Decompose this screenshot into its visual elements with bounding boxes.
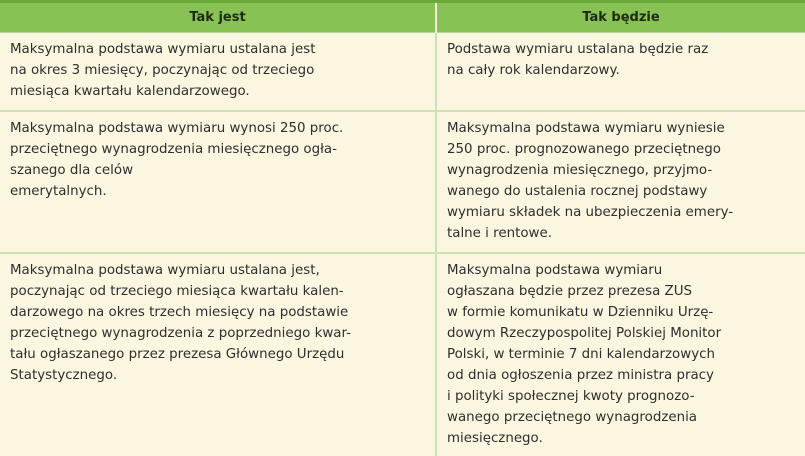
cell-text-line: dowym Rzeczypospolitej Polskiej Monitor xyxy=(447,326,722,341)
table-row xyxy=(0,111,805,253)
cell-text-line: wanego przeciętnego wynagrodzenia xyxy=(447,410,698,425)
cell-text-line: Maksymalna podstawa wymiaru xyxy=(447,263,663,278)
cell-text-line: wanego do ustalenia rocznej podstawy xyxy=(447,184,708,199)
cell-current xyxy=(0,111,436,253)
cell-text-line: tału ogłaszanego przez prezesa Głównego Urzędu xyxy=(10,347,345,362)
cell-text-line: 250 proc. prognozowanego przeciętnego xyxy=(447,142,721,157)
cell-text-line: miesiąca kwartału kalendarzowego. xyxy=(10,84,250,99)
table-row xyxy=(0,33,805,112)
header-future: Tak będzie xyxy=(436,2,805,33)
cell-future xyxy=(436,253,805,456)
cell-text-line: wynagrodzenia miesięcznego, przyjmo- xyxy=(447,163,713,178)
cell-current xyxy=(0,33,436,112)
header-current: Tak jest xyxy=(0,2,436,33)
cell-text-line: miesięcznego. xyxy=(447,431,543,446)
table-row xyxy=(0,253,805,456)
cell-text-line: i polityki społecznej kwoty prognozo- xyxy=(447,389,695,404)
cell-text-line: od dnia ogłoszenia przez ministra pracy xyxy=(447,368,714,383)
cell-future xyxy=(436,33,805,112)
cell-text-line: Maksymalna podstawa wymiaru ustalana jest, xyxy=(10,263,320,278)
table-header-row xyxy=(0,2,805,33)
cell-text-line: przeciętnego wynagrodzenia z poprzedniego kwar- xyxy=(10,326,351,341)
cell-future xyxy=(436,111,805,253)
cell-text-line: szanego dla celów xyxy=(10,163,134,178)
cell-text-line: ogłaszana będzie przez prezesa ZUS xyxy=(447,284,693,299)
cell-current xyxy=(0,253,436,456)
cell-text-line: Podstawa wymiaru ustalana będzie raz xyxy=(447,42,709,57)
cell-text-line: Polski, w terminie 7 dni kalendarzowych xyxy=(447,347,715,362)
cell-text-line: emerytalnych. xyxy=(10,184,107,199)
cell-text-line: na okres 3 miesięcy, poczynając od trzeciego xyxy=(10,63,315,78)
cell-text-line: wymiaru składek na ubezpieczenia emery- xyxy=(447,205,734,220)
cell-text-line: talne i rentowe. xyxy=(447,226,552,241)
cell-text-line: Maksymalna podstawa wymiaru wyniesie xyxy=(447,121,725,136)
cell-text-line: Maksymalna podstawa wymiaru wynosi 250 proc. xyxy=(10,121,344,136)
cell-text-line: na cały rok kalendarzowy. xyxy=(447,63,620,78)
cell-text-line: Maksymalna podstawa wymiaru ustalana jest xyxy=(10,42,316,57)
cell-text-line: darzowego na okres trzech miesięcy na podstawie xyxy=(10,305,349,320)
cell-text-line: przeciętnego wynagrodzenia miesięcznego ogła- xyxy=(10,142,337,157)
cell-text-line: w formie komunikatu w Dzienniku Urzę- xyxy=(447,305,714,320)
cell-text-line: poczynając od trzeciego miesiąca kwartału kalen- xyxy=(10,284,344,299)
cell-text-line: Statystycznego. xyxy=(10,368,118,383)
